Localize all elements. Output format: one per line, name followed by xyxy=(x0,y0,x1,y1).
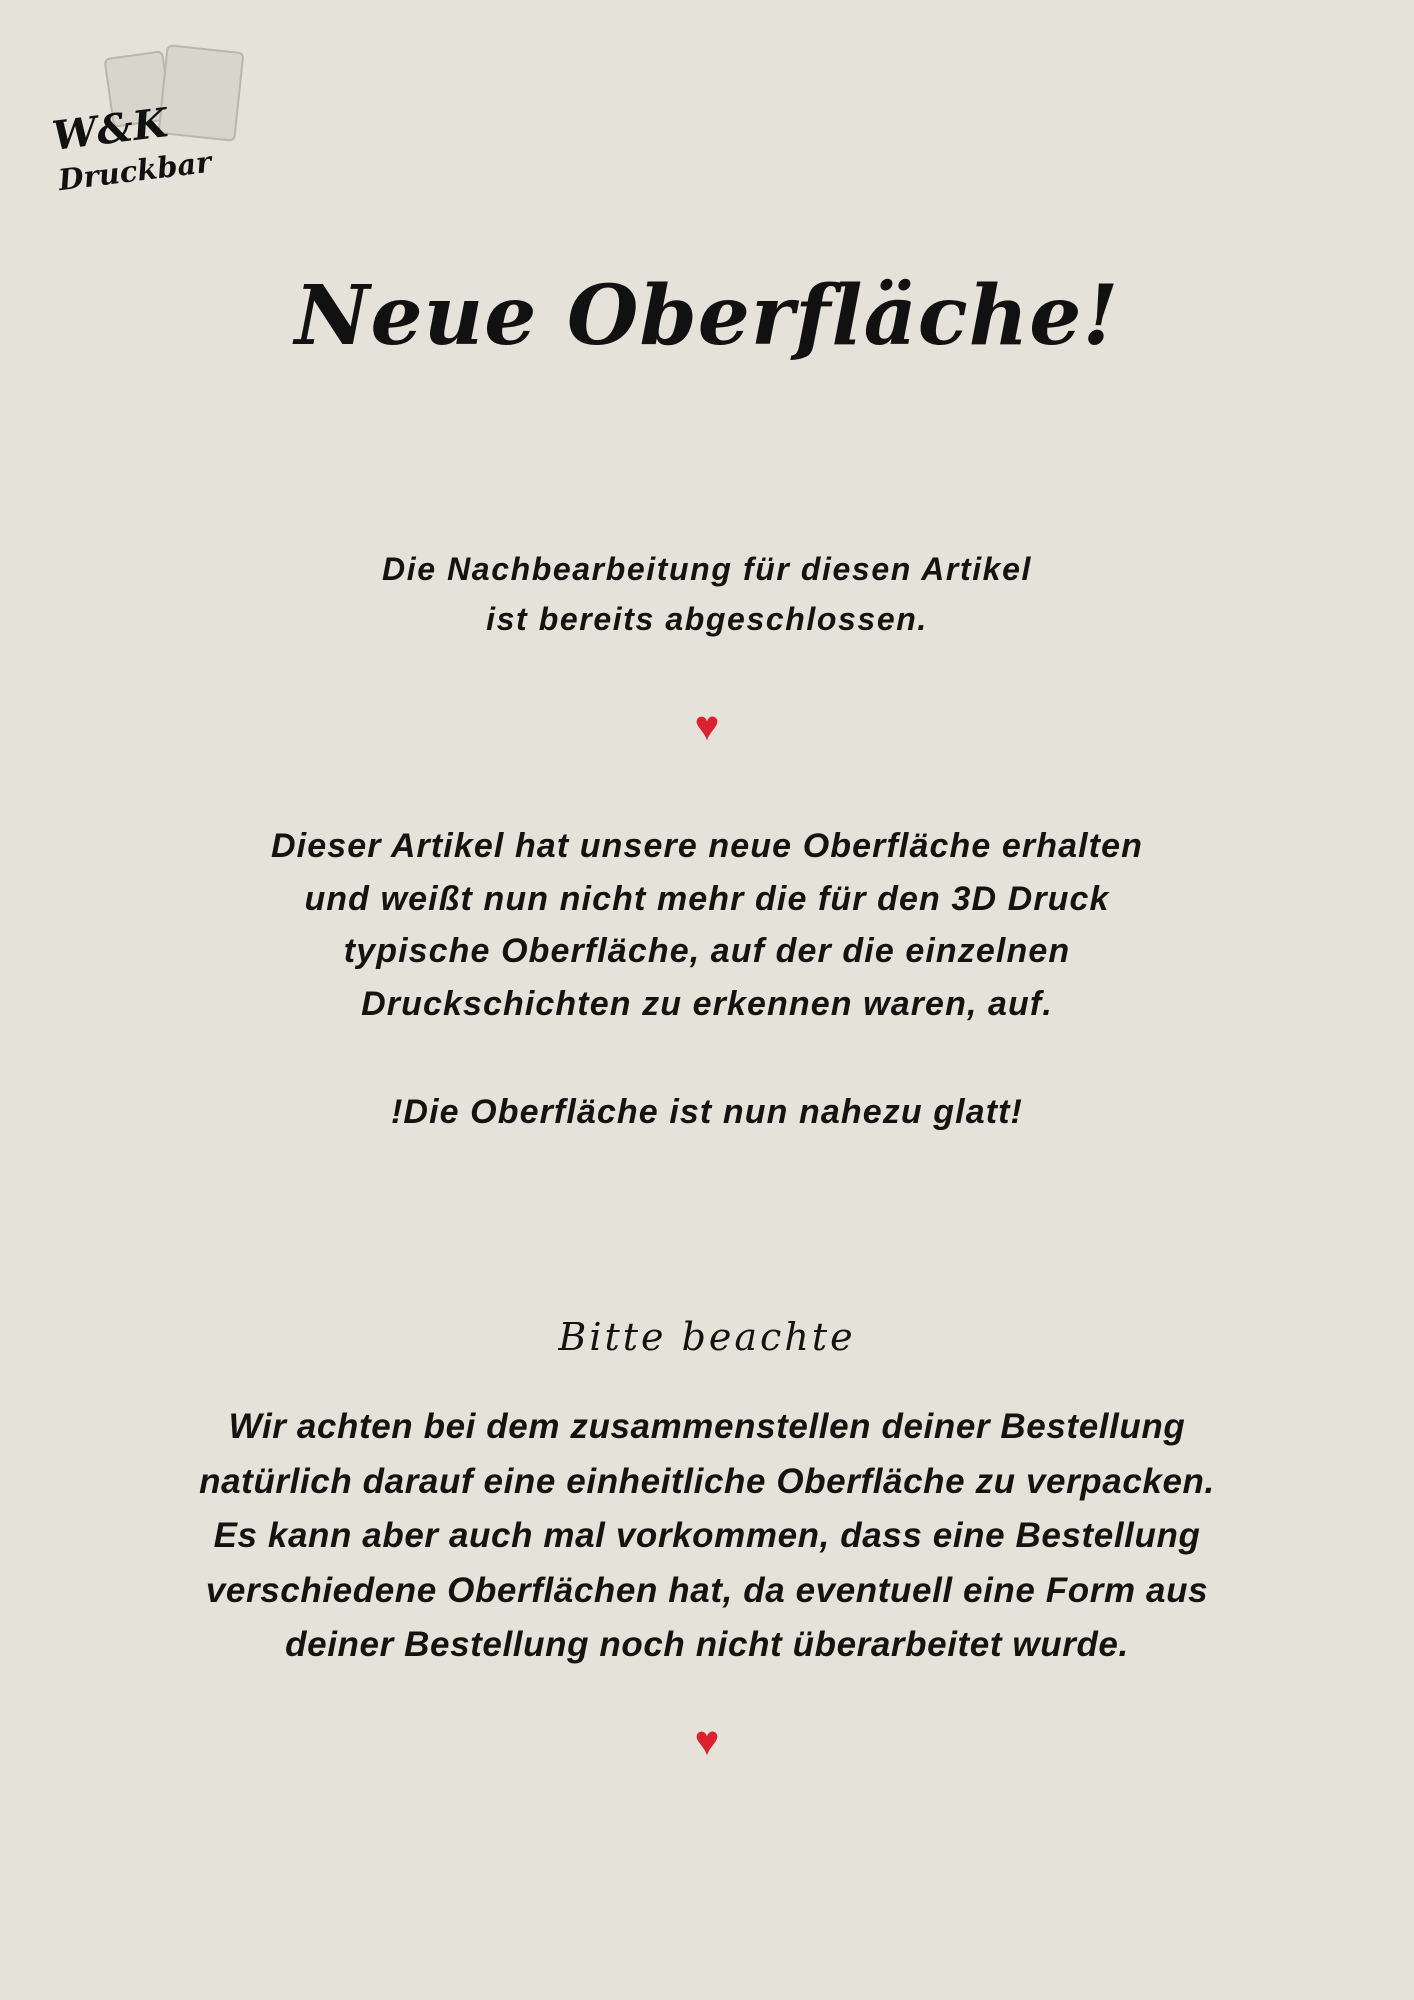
note-line-5: deiner Bestellung noch nicht überarbeitet wurde. xyxy=(285,1625,1129,1665)
note-line-3: Es kann aber auch mal vorkommen, dass eine Bestellung xyxy=(213,1516,1201,1556)
emphasis-statement: !Die Oberfläche ist nun nahezu glatt! xyxy=(391,1093,1023,1131)
logo-brand-text: W&K xyxy=(49,99,171,160)
note-paragraph xyxy=(0,1400,1414,1673)
brand-logo xyxy=(49,44,252,198)
note-line-4: verschiedene Oberflächen hat, da eventuell eine Form aus xyxy=(205,1570,1209,1610)
heart-icon-bottom: ♥ xyxy=(694,1717,720,1764)
body-paragraph xyxy=(0,820,1414,1031)
note-title: Bitte beachte xyxy=(558,1315,856,1359)
note-line-2: natürlich darauf eine einheitliche Oberfläche zu verpacken. xyxy=(199,1461,1215,1501)
body-line-2: und weißt nun nicht mehr die für den 3D Druck xyxy=(304,879,1110,918)
body-line-3: typische Oberfläche, auf der die einzelnen xyxy=(343,932,1071,971)
note-line-1: Wir achten bei dem zusammenstellen deiner Bestellung xyxy=(228,1407,1186,1446)
logo-subtitle-text: Druckbar xyxy=(56,144,214,198)
intro-paragraph xyxy=(0,545,1414,644)
logo-card-shape-right xyxy=(158,44,245,142)
body-line-1: Dieser Artikel hat unsere neue Oberfläche erhalten xyxy=(271,827,1143,865)
intro-line-1: Die Nachbearbeitung für diesen Artikel xyxy=(382,551,1032,587)
intro-line-2: ist bereits abgeschlossen. xyxy=(486,600,928,637)
body-line-4: Druckschichten zu erkennen waren, auf. xyxy=(361,985,1053,1024)
page-title: Neue Oberfläche! xyxy=(294,268,1120,364)
heart-icon-top: ♥ xyxy=(694,702,720,749)
